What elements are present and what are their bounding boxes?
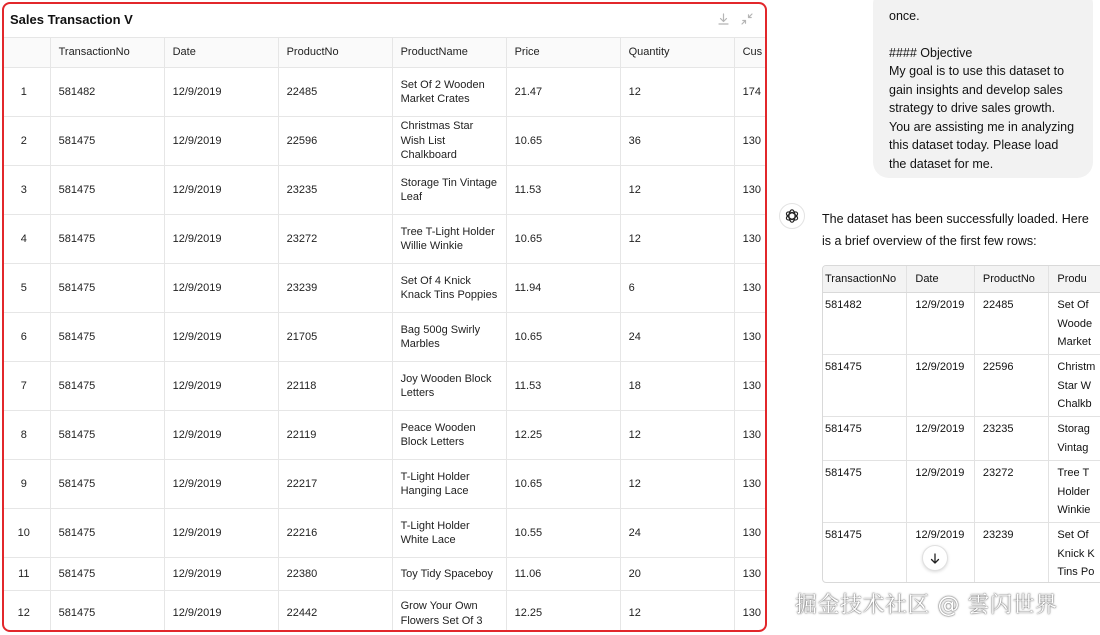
grid-header-transactionno[interactable]: TransactionNo bbox=[51, 38, 165, 67]
preview-table-row bbox=[823, 355, 1100, 417]
preview-date-cell: 12/9/2019 bbox=[907, 523, 975, 583]
preview-table-row bbox=[823, 461, 1100, 523]
user-message-line: gain insights and develop sales bbox=[889, 82, 1063, 97]
row-index[interactable]: 11 bbox=[4, 558, 51, 590]
quantity-cell[interactable]: 24 bbox=[621, 509, 735, 557]
transactionno-cell[interactable]: 581475 bbox=[51, 215, 165, 263]
date-cell[interactable]: 12/9/2019 bbox=[165, 411, 279, 459]
quantity-cell[interactable]: 20 bbox=[621, 558, 735, 590]
date-cell[interactable]: 12/9/2019 bbox=[165, 215, 279, 263]
preview-productname-line: Tins Po bbox=[1057, 566, 1095, 578]
grid-header-productno[interactable]: ProductNo bbox=[279, 38, 393, 67]
scroll-to-bottom-button[interactable] bbox=[922, 545, 948, 571]
collapse-icon[interactable] bbox=[741, 12, 753, 26]
table-row[interactable] bbox=[4, 509, 767, 558]
productno-cell[interactable]: 22216 bbox=[279, 509, 393, 557]
productname-cell[interactable]: Joy Wooden Block Letters bbox=[393, 362, 507, 410]
grid-header-price[interactable]: Price bbox=[507, 38, 621, 67]
preview-productname-line: Set Of bbox=[1057, 299, 1089, 311]
table-row[interactable] bbox=[4, 166, 767, 215]
user-message-heading: #### Objective bbox=[889, 45, 973, 60]
customer-cell[interactable]: 130 bbox=[735, 362, 767, 410]
preview-date-cell: 12/9/2019 bbox=[907, 355, 975, 416]
assistant-message-line: The dataset has been successfully loaded. Here bbox=[822, 212, 1089, 226]
price-cell[interactable]: 12.25 bbox=[507, 411, 621, 459]
user-message-line: the dataset for me. bbox=[889, 156, 994, 171]
preview-tx-cell: 581475 bbox=[823, 417, 907, 460]
transactionno-cell[interactable]: 581475 bbox=[51, 460, 165, 508]
user-message-bubble bbox=[873, 0, 1093, 178]
price-cell[interactable]: 12.25 bbox=[507, 591, 621, 632]
row-index[interactable]: 6 bbox=[4, 313, 51, 361]
preview-productname-cell bbox=[1049, 293, 1100, 354]
productname-cell[interactable]: Storage Tin Vintage Leaf bbox=[393, 166, 507, 214]
preview-date-cell: 12/9/2019 bbox=[907, 417, 975, 460]
customer-cell[interactable]: 130 bbox=[735, 117, 767, 165]
customer-cell[interactable]: 130 bbox=[735, 411, 767, 459]
grid-header-quantity[interactable]: Quantity bbox=[621, 38, 735, 67]
price-cell[interactable]: 11.94 bbox=[507, 264, 621, 312]
preview-pno-cell: 23272 bbox=[975, 461, 1050, 522]
row-index[interactable]: 12 bbox=[4, 591, 51, 632]
date-cell[interactable]: 12/9/2019 bbox=[165, 117, 279, 165]
productname-cell[interactable]: T-Light Holder White Lace bbox=[393, 509, 507, 557]
productname-cell[interactable]: Toy Tidy Spaceboy bbox=[393, 558, 507, 590]
preview-productname-line: Winkie bbox=[1057, 504, 1091, 516]
preview-productname-line: Christm bbox=[1057, 361, 1096, 373]
date-cell[interactable]: 12/9/2019 bbox=[165, 558, 279, 590]
productname-cell[interactable]: Peace Wooden Block Letters bbox=[393, 411, 507, 459]
date-cell[interactable]: 12/9/2019 bbox=[165, 362, 279, 410]
transactionno-cell[interactable]: 581475 bbox=[51, 591, 165, 632]
table-row[interactable] bbox=[4, 411, 767, 460]
preview-header-productno: ProductNo bbox=[975, 266, 1050, 292]
quantity-cell[interactable]: 12 bbox=[621, 166, 735, 214]
table-panel-header bbox=[4, 4, 765, 37]
preview-productname-line: Vintag bbox=[1057, 441, 1089, 454]
productname-cell[interactable]: Set Of 4 Knick Knack Tins Poppies bbox=[393, 264, 507, 312]
quantity-cell[interactable]: 24 bbox=[621, 313, 735, 361]
preview-header-productname: Produ bbox=[1057, 272, 1087, 285]
preview-productname-cell bbox=[1049, 417, 1100, 460]
user-message-line: this dataset today. Please load bbox=[889, 138, 1059, 152]
date-cell[interactable]: 12/9/2019 bbox=[165, 264, 279, 312]
customer-cell[interactable]: 130 bbox=[735, 264, 767, 312]
preview-date-cell: 12/9/2019 bbox=[907, 293, 975, 354]
download-icon[interactable] bbox=[717, 12, 729, 26]
preview-tx-cell: 581475 bbox=[823, 355, 907, 416]
customer-cell[interactable]: 130 bbox=[735, 215, 767, 263]
preview-productname-line: Tree T bbox=[1057, 467, 1090, 479]
table-row[interactable] bbox=[4, 215, 767, 264]
preview-productname-line: Storag bbox=[1057, 423, 1090, 435]
preview-productname-line: Set Of bbox=[1057, 529, 1089, 541]
productno-cell[interactable]: 22596 bbox=[279, 117, 393, 165]
row-index[interactable]: 2 bbox=[4, 117, 51, 165]
preview-pno-cell: 22485 bbox=[975, 293, 1050, 354]
transactionno-cell[interactable]: 581475 bbox=[51, 411, 165, 459]
table-panel bbox=[2, 2, 767, 632]
transactionno-cell[interactable]: 581475 bbox=[51, 166, 165, 214]
price-cell[interactable]: 11.53 bbox=[507, 362, 621, 410]
user-message-line: strategy to drive sales growth. bbox=[889, 101, 1056, 115]
preview-productname-line: Woode bbox=[1057, 317, 1093, 330]
date-cell[interactable]: 12/9/2019 bbox=[165, 68, 279, 116]
quantity-cell[interactable]: 12 bbox=[621, 460, 735, 508]
productno-cell[interactable]: 21705 bbox=[279, 313, 393, 361]
assistant-message-line: is a brief overview of the first few rows: bbox=[822, 234, 1037, 248]
table-row[interactable] bbox=[4, 313, 767, 362]
preview-header-date: Date bbox=[907, 266, 975, 292]
price-cell[interactable]: 10.65 bbox=[507, 313, 621, 361]
customer-cell[interactable]: 130 bbox=[735, 313, 767, 361]
productno-cell[interactable]: 22118 bbox=[279, 362, 393, 410]
table-row[interactable] bbox=[4, 460, 767, 509]
quantity-cell[interactable]: 12 bbox=[621, 215, 735, 263]
transactionno-cell[interactable]: 581475 bbox=[51, 509, 165, 557]
productno-cell[interactable]: 22380 bbox=[279, 558, 393, 590]
preview-pno-cell: 23235 bbox=[975, 417, 1050, 460]
preview-productname-line: Holder bbox=[1057, 485, 1090, 498]
row-index[interactable]: 10 bbox=[4, 509, 51, 557]
grid-header-customer[interactable]: Cus bbox=[735, 38, 767, 67]
preview-productname-line: Star W bbox=[1057, 379, 1092, 392]
row-index[interactable]: 9 bbox=[4, 460, 51, 508]
productname-cell[interactable]: Grow Your Own Flowers Set Of 3 bbox=[393, 591, 507, 632]
preview-tx-cell: 581482 bbox=[823, 293, 907, 354]
productno-cell[interactable]: 22442 bbox=[279, 591, 393, 632]
price-cell[interactable]: 11.53 bbox=[507, 166, 621, 214]
transactionno-cell[interactable]: 581475 bbox=[51, 362, 165, 410]
customer-cell[interactable]: 130 bbox=[735, 460, 767, 508]
grid-header-date[interactable]: Date bbox=[165, 38, 279, 67]
productname-cell[interactable]: Christmas Star Wish List Chalkboard bbox=[393, 117, 507, 165]
preview-pno-cell: 23239 bbox=[975, 523, 1050, 583]
table-panel-actions bbox=[717, 12, 753, 26]
preview-header-transactionno: TransactionNo bbox=[823, 266, 907, 292]
productno-cell[interactable]: 22119 bbox=[279, 411, 393, 459]
date-cell[interactable]: 12/9/2019 bbox=[165, 591, 279, 632]
date-cell[interactable]: 12/9/2019 bbox=[165, 313, 279, 361]
customer-cell[interactable]: 130 bbox=[735, 509, 767, 557]
price-cell[interactable]: 11.06 bbox=[507, 558, 621, 590]
watermark: 掘金技术社区 @ 雲闪世界 bbox=[795, 593, 1058, 618]
preview-table-row bbox=[823, 417, 1100, 461]
transactionno-cell[interactable]: 581482 bbox=[51, 68, 165, 116]
row-index[interactable]: 3 bbox=[4, 166, 51, 214]
assistant-message bbox=[822, 208, 1096, 252]
transactionno-cell[interactable]: 581475 bbox=[51, 558, 165, 590]
preview-tx-cell: 581475 bbox=[823, 461, 907, 522]
price-cell[interactable]: 10.65 bbox=[507, 117, 621, 165]
preview-table bbox=[822, 265, 1100, 583]
user-message-line: once. bbox=[889, 8, 920, 23]
quantity-cell[interactable]: 12 bbox=[621, 591, 735, 632]
customer-cell[interactable]: 130 bbox=[735, 558, 767, 590]
grid-header-row bbox=[4, 37, 767, 68]
row-index[interactable]: 8 bbox=[4, 411, 51, 459]
quantity-cell[interactable]: 12 bbox=[621, 411, 735, 459]
productno-cell[interactable]: 22485 bbox=[279, 68, 393, 116]
preview-tx-cell: 581475 bbox=[823, 523, 907, 583]
price-cell[interactable]: 21.47 bbox=[507, 68, 621, 116]
table-row[interactable] bbox=[4, 264, 767, 313]
quantity-cell[interactable]: 36 bbox=[621, 117, 735, 165]
table-row[interactable] bbox=[4, 591, 767, 632]
preview-productname-cell bbox=[1049, 523, 1100, 583]
productname-cell[interactable]: Bag 500g Swirly Marbles bbox=[393, 313, 507, 361]
grid-header-productname[interactable]: ProductName bbox=[393, 38, 507, 67]
row-index[interactable]: 7 bbox=[4, 362, 51, 410]
row-index[interactable]: 1 bbox=[4, 68, 51, 116]
date-cell[interactable]: 12/9/2019 bbox=[165, 460, 279, 508]
productname-cell[interactable]: Tree T-Light Holder Willie Winkie bbox=[393, 215, 507, 263]
preview-pno-cell: 22596 bbox=[975, 355, 1050, 416]
productno-cell[interactable]: 22217 bbox=[279, 460, 393, 508]
table-row[interactable] bbox=[4, 362, 767, 411]
transactionno-cell[interactable]: 581475 bbox=[51, 264, 165, 312]
preview-productname-line: Market bbox=[1057, 336, 1092, 348]
quantity-cell[interactable]: 6 bbox=[621, 264, 735, 312]
table-row[interactable] bbox=[4, 68, 767, 117]
quantity-cell[interactable]: 12 bbox=[621, 68, 735, 116]
productname-cell[interactable]: Set Of 2 Wooden Market Crates bbox=[393, 68, 507, 116]
price-cell[interactable]: 10.55 bbox=[507, 509, 621, 557]
date-cell[interactable]: 12/9/2019 bbox=[165, 166, 279, 214]
date-cell[interactable]: 12/9/2019 bbox=[165, 509, 279, 557]
user-message-line: My goal is to use this dataset to bbox=[889, 64, 1065, 78]
productno-cell[interactable]: 23239 bbox=[279, 264, 393, 312]
user-message-line: You are assisting me in analyzing bbox=[889, 119, 1075, 134]
transactionno-cell[interactable]: 581475 bbox=[51, 313, 165, 361]
data-grid bbox=[4, 37, 767, 632]
preview-table-row bbox=[823, 293, 1100, 355]
table-panel-title: Sales Transaction V bbox=[10, 12, 133, 27]
table-row[interactable] bbox=[4, 558, 767, 591]
preview-productname-line: Chalkb bbox=[1057, 398, 1092, 410]
preview-productname-cell bbox=[1049, 461, 1100, 522]
arrow-down-icon bbox=[930, 553, 940, 564]
grid-header-index[interactable] bbox=[4, 38, 51, 67]
preview-productname-line: Knick K bbox=[1057, 547, 1095, 560]
productno-cell[interactable]: 23272 bbox=[279, 215, 393, 263]
preview-date-cell: 12/9/2019 bbox=[907, 461, 975, 522]
preview-table-header bbox=[823, 266, 1100, 293]
customer-cell[interactable]: 130 bbox=[735, 166, 767, 214]
quantity-cell[interactable]: 18 bbox=[621, 362, 735, 410]
price-cell[interactable]: 10.65 bbox=[507, 460, 621, 508]
row-index[interactable]: 4 bbox=[4, 215, 51, 263]
price-cell[interactable]: 10.65 bbox=[507, 215, 621, 263]
customer-cell[interactable]: 174 bbox=[735, 68, 767, 116]
customer-cell[interactable]: 130 bbox=[735, 591, 767, 632]
openai-logo-icon bbox=[779, 203, 805, 229]
row-index[interactable]: 5 bbox=[4, 264, 51, 312]
table-row[interactable] bbox=[4, 117, 767, 166]
preview-productname-cell bbox=[1049, 355, 1100, 416]
preview-table-row bbox=[823, 523, 1100, 583]
transactionno-cell[interactable]: 581475 bbox=[51, 117, 165, 165]
productname-cell[interactable]: T-Light Holder Hanging Lace bbox=[393, 460, 507, 508]
productno-cell[interactable]: 23235 bbox=[279, 166, 393, 214]
